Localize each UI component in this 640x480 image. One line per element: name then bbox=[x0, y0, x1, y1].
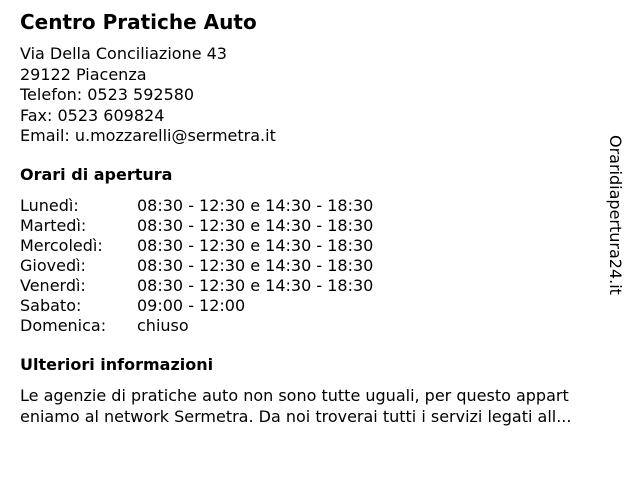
hours-row bbox=[20, 216, 373, 236]
day-label: Mercoledì: bbox=[20, 235, 103, 255]
hours-row bbox=[20, 256, 373, 276]
site-watermark: Oraridiapertura24.it bbox=[606, 135, 625, 295]
more-info-line: eniamo al network Sermetra. Da noi troverai tutti i servizi legati all... bbox=[20, 406, 572, 426]
hours-value: 08:30 - 12:30 e 14:30 - 18:30 bbox=[137, 235, 374, 255]
day-label: Sabato: bbox=[20, 295, 82, 315]
hours-row bbox=[20, 316, 373, 336]
opening-hours-table bbox=[20, 196, 373, 336]
day-label: Martedì: bbox=[20, 215, 87, 235]
hours-row bbox=[20, 236, 373, 256]
business-card bbox=[20, 9, 620, 427]
business-name: Centro Pratiche Auto bbox=[20, 10, 257, 34]
hours-value: chiuso bbox=[137, 315, 189, 335]
hours-row bbox=[20, 196, 373, 216]
hours-row bbox=[20, 296, 373, 316]
hours-value: 08:30 - 12:30 e 14:30 - 18:30 bbox=[137, 275, 374, 295]
more-info-text bbox=[20, 385, 624, 427]
phone-number[interactable]: Telefon: 0523 592580 bbox=[20, 85, 195, 104]
hours-value: 08:30 - 12:30 e 14:30 - 18:30 bbox=[137, 215, 374, 235]
fax-number: Fax: 0523 609824 bbox=[20, 105, 165, 125]
street-address: Via Della Conciliazione 43 bbox=[20, 44, 227, 63]
postal-city: 29122 Piacenza bbox=[20, 64, 147, 84]
day-label: Lunedì: bbox=[20, 195, 79, 215]
hours-value: 08:30 - 12:30 e 14:30 - 18:30 bbox=[137, 255, 374, 275]
hours-row bbox=[20, 276, 373, 296]
email-address[interactable]: Email: u.mozzarelli@sermetra.it bbox=[20, 126, 276, 145]
opening-hours-heading: Orari di apertura bbox=[20, 164, 173, 184]
hours-value: 08:30 - 12:30 e 14:30 - 18:30 bbox=[137, 195, 374, 215]
day-label: Giovedì: bbox=[20, 255, 86, 275]
hours-value: 09:00 - 12:00 bbox=[137, 295, 246, 315]
day-label: Venerdì: bbox=[20, 275, 86, 295]
more-info-line: Le agenzie di pratiche auto non sono tutte uguali, per questo appart bbox=[20, 385, 569, 405]
more-info-heading: Ulteriori informazioni bbox=[20, 354, 214, 374]
day-label: Domenica: bbox=[20, 315, 107, 335]
address-block bbox=[20, 44, 620, 147]
